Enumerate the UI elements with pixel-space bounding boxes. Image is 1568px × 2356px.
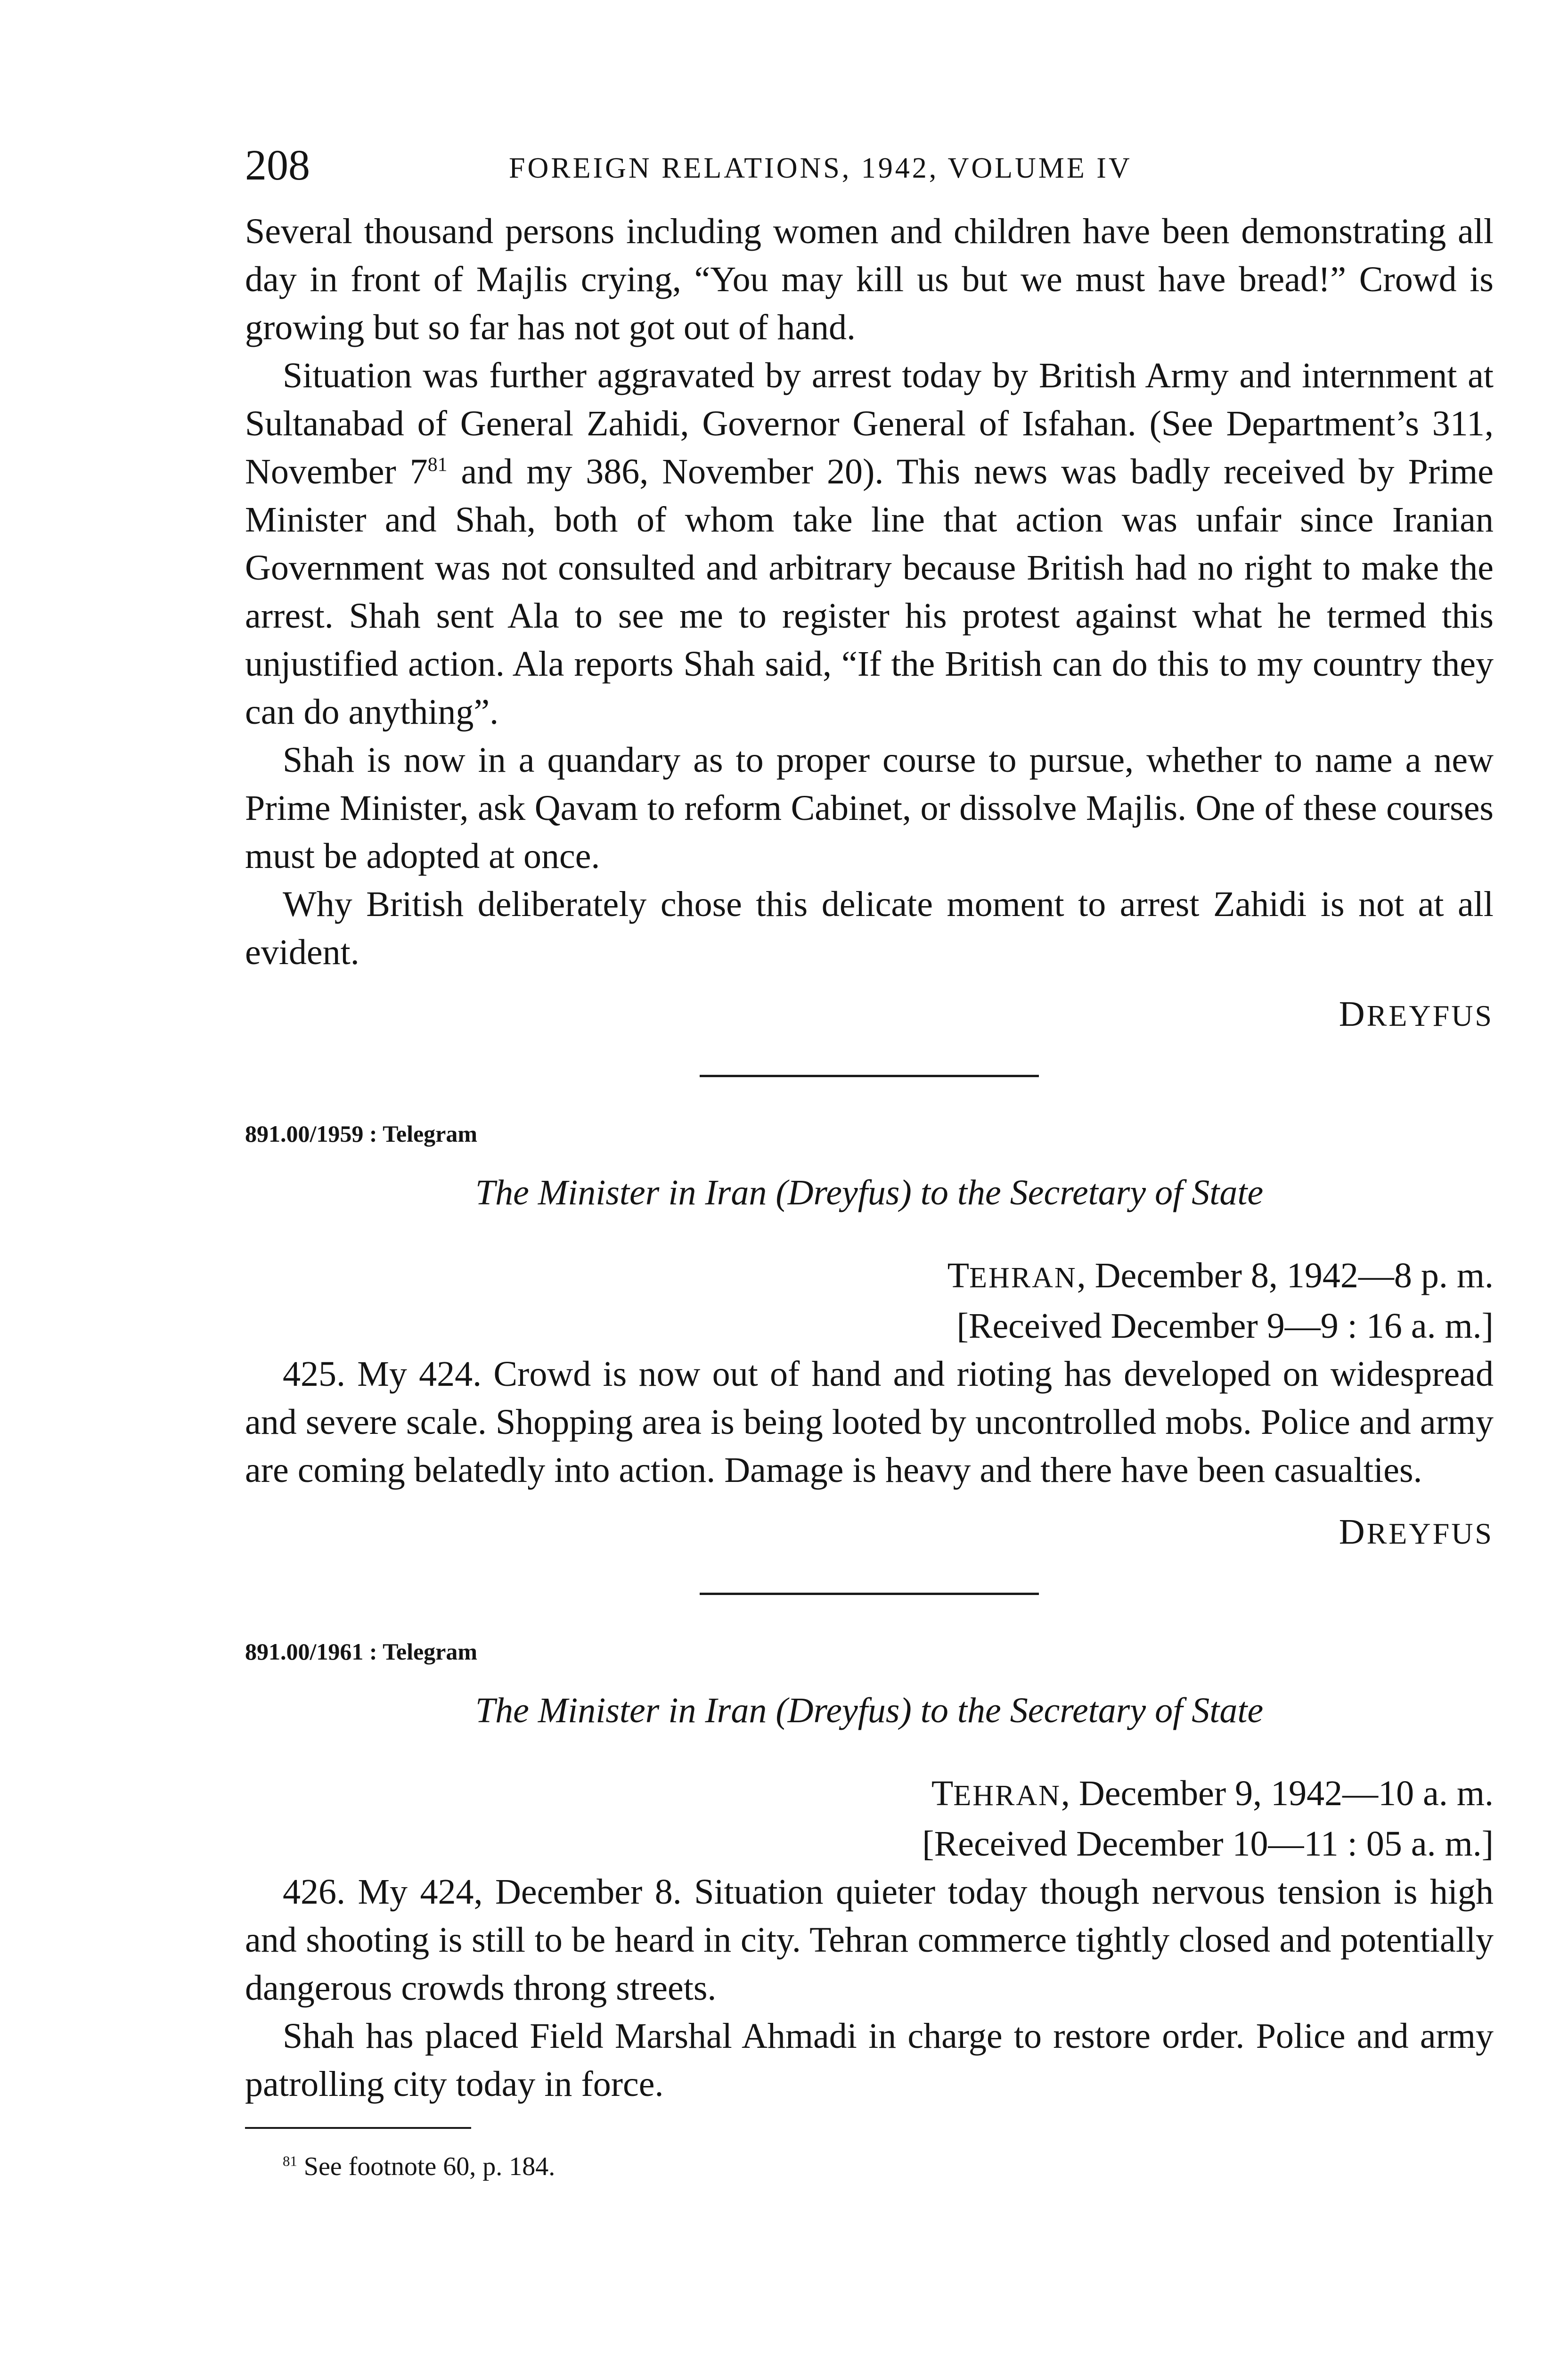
page-number: 208	[245, 141, 310, 189]
dateline: TEHRAN, December 8, 1942—8 p. m.	[947, 1256, 1494, 1295]
document-heading: The Minister in Iran (Dreyfus) to the Secretary of State	[475, 1691, 1264, 1730]
continuation-paragraph: Several thousand persons including women and children have been demonstrating all day in front of Majlis crying, “You may kill us but we must have bread!” Crowd is growing but so far has not got out of hand.	[245, 212, 1494, 347]
footnote-reference: 81	[427, 454, 448, 476]
continuation-paragraph: Why British deliberately chose this delicate moment to arrest Zahidi is not at all evident.	[245, 884, 1494, 972]
document-heading: The Minister in Iran (Dreyfus) to the Secretary of State	[475, 1173, 1264, 1212]
file-reference: 891.00/1961 : Telegram	[245, 1638, 478, 1665]
received-line: [Received December 10—11 : 05 a. m.]	[922, 1824, 1494, 1864]
document-page	[245, 141, 1494, 2185]
signature: DREYFUS	[1339, 994, 1494, 1034]
footnote-divider	[245, 2127, 471, 2129]
running-header	[245, 141, 1494, 207]
footnote-marker: 81	[283, 2153, 297, 2169]
telegram-body: Shah has placed Field Marshal Ahmadi in charge to restore order. Police and army patrolling city today in force.	[245, 2016, 1494, 2104]
running-title: FOREIGN RELATIONS, 1942, VOLUME IV	[509, 152, 1132, 184]
section-divider	[700, 1593, 1039, 1595]
footnote-text: See footnote 60, p. 184.	[297, 2152, 555, 2181]
paragraph-text: Situation was further aggravated by arrest today by British Army and internment at Sultanabad of General Zahidi, Governor General of Isfahan. (See Department’s 311, November 7	[245, 356, 1494, 491]
continuation-paragraph	[245, 352, 1494, 736]
paragraph-text: and my 386, November 20). This news was badly received by Prime Minister and Shah, both of whom take line that action was unfair since Iranian Government was not consulted and arbitrary because British had no right to make the arrest. Shah sent Ala to see me to register his protest against what he termed this unjustified action. Ala reports Shah said, “If the British can do this to my country they can do anything”.	[245, 452, 1494, 732]
received-line: [Received December 9—9 : 16 a. m.]	[956, 1306, 1494, 1346]
telegram-body: 425. My 424. Crowd is now out of hand and rioting has developed on widespread and severe scale. Shopping area is being looted by uncontrolled mobs. Police and army are coming belatedly into action. Damage is heavy and there have been casualties.	[245, 1354, 1494, 1490]
file-reference: 891.00/1959 : Telegram	[245, 1121, 478, 1147]
telegram-body: 426. My 424, December 8. Situation quieter today though nervous tension is high and shooting is still to be heard in city. Tehran commerce tightly closed and potentially dangerous crowds throng streets.	[245, 1872, 1494, 2008]
dateline: TEHRAN, December 9, 1942—10 a. m.	[931, 1774, 1494, 1813]
section-divider	[700, 1075, 1039, 1077]
signature: DREYFUS	[1339, 1512, 1494, 1552]
continuation-paragraph: Shah is now in a quandary as to proper course to pursue, whether to name a new Prime Minister, ask Qavam to reform Cabinet, or dissolve Majlis. One of these courses must be adopted at once.	[245, 740, 1494, 876]
footnote	[245, 2148, 1494, 2185]
